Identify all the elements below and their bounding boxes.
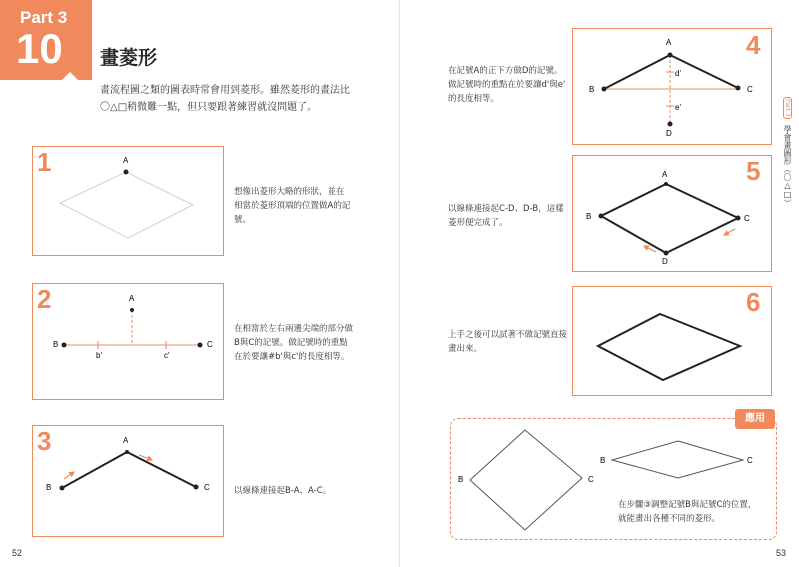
page-number-right: 53 <box>776 548 787 558</box>
step-4-number: 4 <box>746 30 761 60</box>
label-c: C <box>588 475 594 484</box>
label-a: A <box>662 170 668 179</box>
caption-line: 的長度相等。 <box>448 94 500 104</box>
completed-diamond <box>601 184 738 253</box>
label-a: A <box>129 294 135 303</box>
label-b: B <box>600 456 606 465</box>
chapter-number: 10 <box>16 25 63 72</box>
mark-a <box>124 170 129 175</box>
page-number-left: 52 <box>12 548 23 558</box>
step-6-number: 6 <box>746 287 761 317</box>
lines-b-a-c <box>62 452 196 488</box>
mark-b <box>599 214 604 219</box>
label-e-prime: e' <box>675 103 681 112</box>
step-3-number: 3 <box>37 426 52 456</box>
caption-line: 在記號A的正下方做D的記號。 <box>448 66 563 76</box>
mark-a <box>664 182 668 186</box>
label-a: A <box>123 156 129 165</box>
mark-b <box>602 87 607 92</box>
caption-line: 想像出菱形大略的形狀，並在 <box>234 187 345 197</box>
flat-diamond <box>612 441 743 478</box>
caption-line: 就能畫出各種不同的菱形。 <box>618 514 721 524</box>
label-d: D <box>662 257 668 266</box>
mark-b <box>62 343 67 348</box>
label-c: C <box>207 340 213 349</box>
side-title: 學會畫圖形（〇△□） <box>783 125 792 208</box>
label-d-prime: d' <box>675 69 681 78</box>
mark-d <box>664 251 669 256</box>
mark-c <box>736 216 741 221</box>
caption-line: 以線條連接起B-A、A-C。 <box>234 486 332 496</box>
caption-line: B與C的記號。做記號時的重點 <box>234 338 348 348</box>
mark-c <box>198 343 203 348</box>
mark-a <box>668 53 673 58</box>
side-part-label: Part 3 <box>784 99 791 117</box>
label-c: C <box>204 483 210 492</box>
mark-c <box>736 86 741 91</box>
caption-line: 菱形便完成了。 <box>448 218 508 228</box>
caption-line: 在步驟③調整記號B與記號C的位置， <box>618 500 757 510</box>
step-1-number: 1 <box>37 147 52 177</box>
caption-line: 做記號時的重點在於要讓d'與e' <box>448 80 566 90</box>
caption-line: 在相當於左右兩邊尖端的部分做 <box>234 324 354 334</box>
mark-a <box>130 308 134 312</box>
label-b: B <box>458 475 464 484</box>
mark-a <box>125 450 129 454</box>
intro-line: 畫流程圖之類的圖表時常會用到菱形。雖然菱形的畫法比 <box>100 85 350 96</box>
caption-line: 在於要讓#b'與c'的長度相等。 <box>234 352 350 362</box>
label-a: A <box>666 38 672 47</box>
direction-arrow <box>724 229 735 235</box>
mark-d <box>668 122 673 127</box>
direction-arrow <box>64 472 74 479</box>
label-c: C <box>747 85 753 94</box>
caption-line: 以線條連接起C-D、D-B，這樣 <box>448 204 564 214</box>
step-1-faint-diamond <box>60 172 193 238</box>
application-badge: 應用 <box>735 409 775 429</box>
mark-c <box>194 485 199 490</box>
page-title: 畫菱形 <box>100 47 158 69</box>
mark-b <box>60 486 65 491</box>
label-d: D <box>666 129 672 138</box>
caption-line: 相當於菱形頂端的位置做A的記 <box>234 201 351 211</box>
part-label: Part 3 <box>20 8 68 27</box>
label-b: B <box>589 85 595 94</box>
label-b: B <box>53 340 59 349</box>
step-2-number: 2 <box>37 284 52 314</box>
label-c-prime: c' <box>164 351 170 360</box>
caption-line: 號。 <box>234 215 252 225</box>
label-b: B <box>46 483 52 492</box>
tall-diamond <box>470 430 582 530</box>
caption-line: 畫出來。 <box>448 344 483 354</box>
freehand-diamond <box>598 314 740 380</box>
caption-line: 上手之後可以試著不做記號直接 <box>448 330 568 340</box>
label-c: C <box>744 214 750 223</box>
step-5-number: 5 <box>746 156 761 186</box>
label-b: B <box>586 212 592 221</box>
label-c: C <box>747 456 753 465</box>
intro-line: 〇△□稍微難一點，但只要跟著練習就沒問題了。 <box>100 102 318 113</box>
label-b-prime: b' <box>96 351 102 360</box>
label-a: A <box>123 436 129 445</box>
